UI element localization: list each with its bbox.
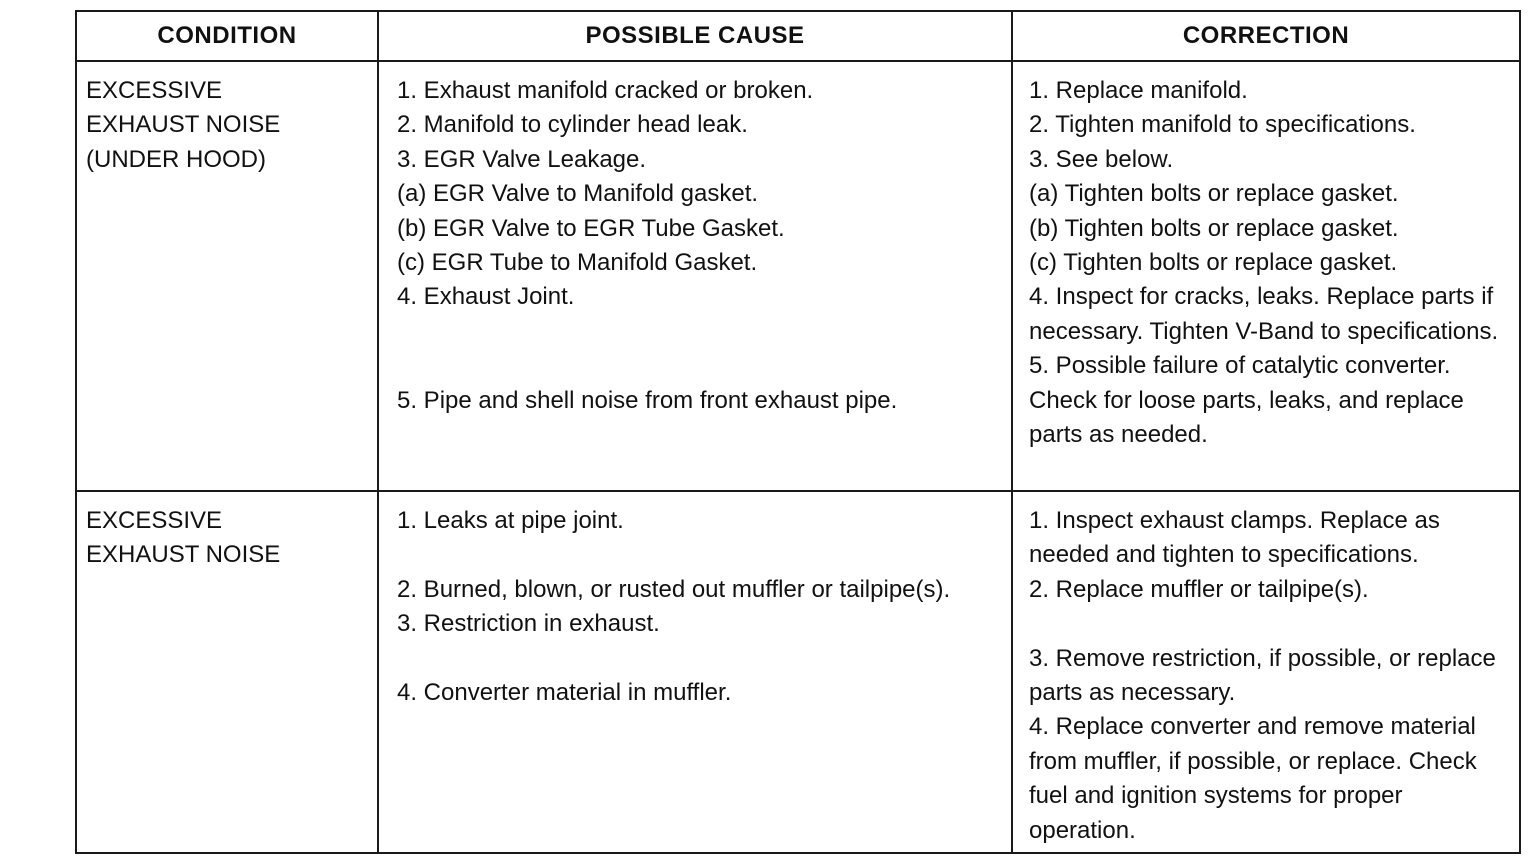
cause-cell <box>378 491 1012 853</box>
correction-item: 4. Replace converter and remove material from muffler, if possible, or replace. Check fuel and ignition systems for proper operation. <box>1029 713 1477 844</box>
correction-item: 2. Replace muffler or tailpipe(s). <box>1029 575 1369 603</box>
header-possible-cause: POSSIBLE CAUSE <box>378 11 1012 61</box>
spacer <box>397 315 1001 384</box>
cause-item: 3. Restriction in exhaust. <box>397 610 660 638</box>
correction-item: 2. Tighten manifold to specifications. <box>1029 111 1416 139</box>
condition-line: EXHAUST NOISE <box>86 541 281 569</box>
condition-line: EXCESSIVE <box>86 507 223 534</box>
condition-line: (UNDER HOOD) <box>86 145 266 173</box>
condition-cell <box>76 491 378 853</box>
correction-item: (a) Tighten bolts or replace gasket. <box>1029 180 1399 208</box>
cause-cell <box>378 61 1012 491</box>
correction-item: (b) Tighten bolts or replace gasket. <box>1029 214 1399 242</box>
cause-item: 4. Converter material in muffler. <box>397 679 732 706</box>
header-correction: CORRECTION <box>1012 11 1520 61</box>
spacer <box>397 538 1001 572</box>
spacer <box>1029 607 1509 641</box>
header-condition: CONDITION <box>76 11 378 61</box>
cause-item: 5. Pipe and shell noise from front exhaust pipe. <box>397 386 898 414</box>
diagnosis-table <box>75 10 1521 854</box>
condition-line: EXHAUST NOISE <box>86 111 281 139</box>
correction-item: 4. Inspect for cracks, leaks. Replace parts if necessary. Tighten V-Band to specifications. <box>1029 283 1499 345</box>
cause-item: 3. EGR Valve Leakage. <box>397 145 647 173</box>
correction-cell <box>1012 61 1520 491</box>
cause-item: 2. Burned, blown, or rusted out muffler or tailpipe(s). <box>397 575 951 603</box>
cause-item: 1. Leaks at pipe joint. <box>397 507 624 534</box>
condition-line: EXCESSIVE <box>86 77 223 104</box>
cause-item: (a) EGR Valve to Manifold gasket. <box>397 180 759 208</box>
cause-item: 1. Exhaust manifold cracked or broken. <box>397 77 814 104</box>
table-row <box>76 491 1520 853</box>
condition-cell <box>76 61 378 491</box>
correction-item: (c) Tighten bolts or replace gasket. <box>1029 249 1398 277</box>
spacer <box>397 642 1001 676</box>
cause-item: 4. Exhaust Joint. <box>397 283 575 311</box>
header-row <box>76 11 1520 61</box>
cause-item: (c) EGR Tube to Manifold Gasket. <box>397 249 758 277</box>
correction-cell <box>1012 491 1520 853</box>
correction-item: 3. See below. <box>1029 145 1174 173</box>
cause-item: (b) EGR Valve to EGR Tube Gasket. <box>397 214 785 242</box>
correction-item: 5. Possible failure of catalytic converter. Check for loose parts, leaks, and replace parts as needed. <box>1029 352 1464 449</box>
correction-item: 1. Inspect exhaust clamps. Replace as needed and tighten to specifications. <box>1029 507 1440 569</box>
cause-item: 2. Manifold to cylinder head leak. <box>397 111 748 139</box>
correction-item: 1. Replace manifold. <box>1029 77 1248 104</box>
correction-item: 3. Remove restriction, if possible, or replace parts as necessary. <box>1029 644 1496 707</box>
table-row <box>76 61 1520 491</box>
